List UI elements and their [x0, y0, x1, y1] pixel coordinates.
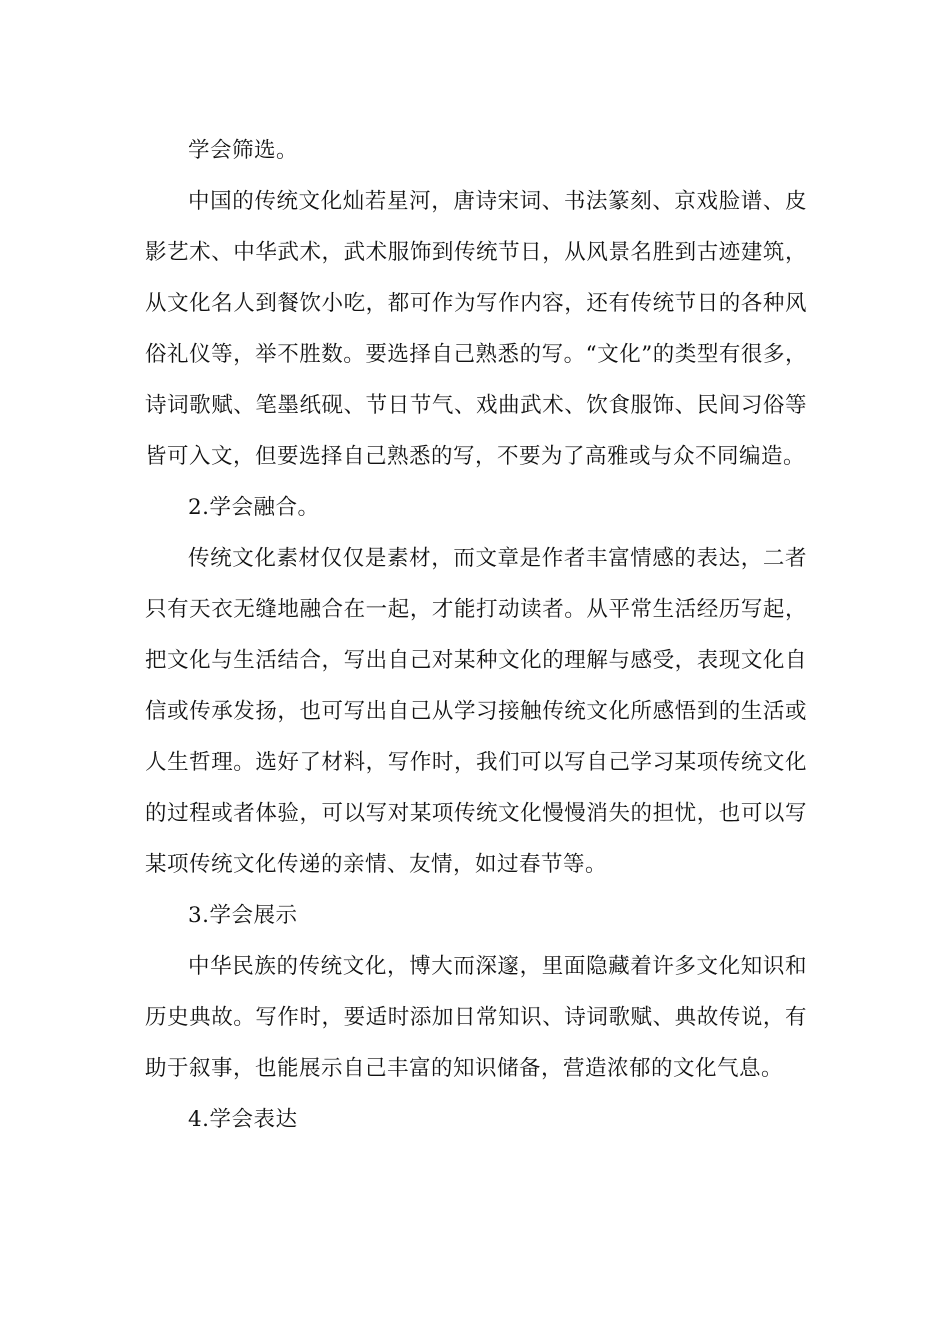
document-body: [145, 125, 807, 1145]
paragraph-display-body: 中华民族的传统文化，博大而深邃，里面隐藏着许多文化知识和历史典故。写作时，要适时添加日常知识、诗词歌赋、典故传说，有助于叙事，也能展示自己丰富的知识储备，营造浓郁的文化气息。: [145, 954, 807, 1081]
section-heading-fusion: 2.学会融合。: [188, 495, 320, 520]
section-heading-display: 3.学会展示: [188, 903, 298, 928]
section-heading-filter: 学会筛选。: [188, 138, 299, 163]
section-heading-expression: 4.学会表达: [188, 1107, 298, 1132]
paragraph-filter-body: 中国的传统文化灿若星河，唐诗宋词、书法篆刻、京戏脸谱、皮影艺术、中华武术，武术服饰到传统节日，从风景名胜到古迹建筑，从文化名人到餐饮小吃，都可作为写作内容，还有传统节日的各种风俗礼仪等，举不胜数。要选择自己熟悉的写。“文化”的类型有很多，诗词歌赋、笔墨纸砚、节日节气、戏曲武术、饮食服饰、民间习俗等皆可入文，但要选择自己熟悉的写，不要为了高雅或与众不同编造。: [145, 189, 807, 469]
paragraph-fusion-body: 传统文化素材仅仅是素材，而文章是作者丰富情感的表达，二者只有天衣无缝地融合在一起，才能打动读者。从平常生活经历写起，把文化与生活结合，写出自己对某种文化的理解与感受，表现文化自信或传承发扬，也可写出自己从学习接触传统文化所感悟到的生活或人生哲理。选好了材料，写作时，我们可以写自己学习某项传统文化的过程或者体验，可以写对某项传统文化慢慢消失的担忧，也可以写某项传统文化传递的亲情、友情，如过春节等。: [145, 546, 807, 877]
